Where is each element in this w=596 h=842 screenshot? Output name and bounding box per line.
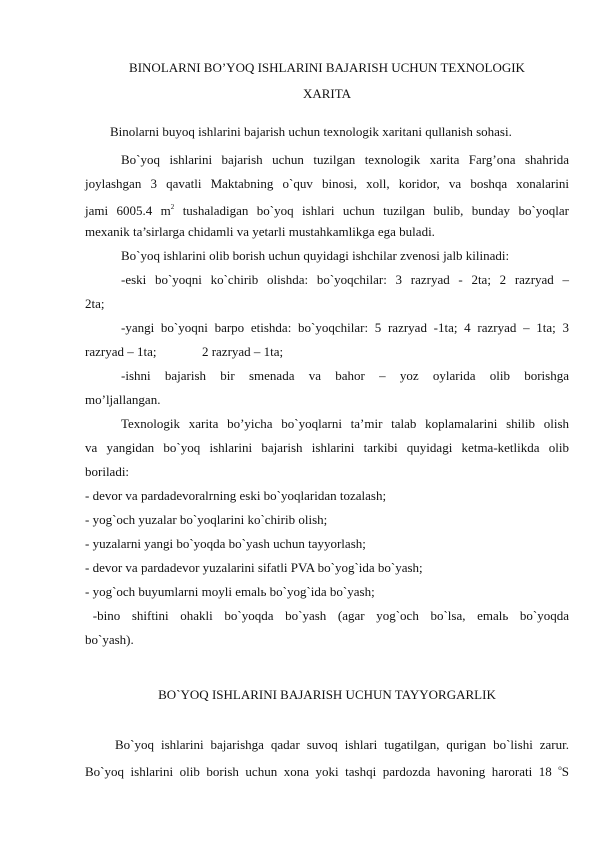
p6-line-2: va yangidan bo`yoq ishlarini bajarish ishlarini tarkibi quyidagi ketma-ketlikda olib [85,440,569,455]
p5-line-2: mo’ljallangan. [85,392,161,407]
list-item-last-line-2: bo`yash). [85,632,134,647]
list-item: - yog`och yuzalar bo`yoqlarini ko`chirib olish; [85,512,328,527]
list-item: - yog`och buyumlarni moyli emalь bo`yog`ida bo`yash; [85,584,375,599]
p6-line-3: boriladi: [85,464,130,479]
p4-line-1: -yangi bo`yoqni barpo etishda: bo`yoqchilar: 5 razryad -1ta; 4 razryad – 1ta; 3 [121,320,569,335]
list-item: - devor va pardadevoralrning eski bo`yoqlaridan tozalash; [85,488,387,503]
paragraph-workers [85,245,569,266]
p1-area: jami 6005.4 m [85,203,171,218]
p7-line-2-text: Bo`yoq ishlarini olib borish uchun xona yoki tashqi pardozda havoning harorati 18 [85,764,559,779]
paragraph-new-paint [85,317,569,362]
p1-line-4: mexanik ta’sirlarga chidamli va yetarli mustahkamlikga ega buladi. [85,224,435,239]
paragraph-preparation [85,734,569,779]
section-title: BO`YOQ ISHLARINI BAJARISH UCHUN TAYYORGARLIK [158,687,496,702]
p7-unit: S [561,764,569,779]
list-item: - yuzalarni yangi bo`yoqda bo`yash uchun tayyorlash; [85,536,366,551]
p5-line-1: -ishni bajarish bir smenada va bahor – yoz oylarida olib borishga [121,368,569,383]
paragraph-sequence [85,413,569,482]
p4-line-2: razryad – 1ta; 2 razryad – 1ta; [85,344,284,359]
work-list [85,485,569,650]
p1-line-3-rest: tushaladigan bo`yoq ishlari uchun tuzilgan bulib, bunday bo`yoqlar [182,203,569,218]
section-heading [85,684,569,705]
degree-superscript: o [558,764,562,772]
paragraph-old-paint [85,269,569,314]
scope-heading [85,121,569,142]
p7-line-1: Bo`yoq ishlarini bajarishga qadar suvoq ishlari tugatilgan, qurigan bo`lishi zarur. [115,737,569,752]
p1-line-3 [85,197,569,218]
p6-line-1: Texnologik xarita bo’yicha bo`yoqlarni ta’mir talab koplamalarini shilib olish [121,416,569,431]
paragraph-schedule [85,365,569,410]
p1-line-2: joylashgan 3 qavatli Maktabning o`quv binosi, xoll, koridor, va boshqa xonalarini [85,176,569,191]
title-line-2: XARITA [302,86,352,101]
p1-line-1: Bo`yoq ishlarini bajarish uchun tuzilgan texnologik xarita Farg’ona shahrida [121,152,569,167]
p3-line-1: -eski bo`yoqni ko`chirib olishda: bo`yoqchilar: 3 razryad - 2ta; 2 razryad – [121,272,569,287]
paragraph-object [85,149,569,242]
p3-line-2: 2ta; [85,296,105,311]
p2-text: Bo`yoq ishlarini olib borish uchun quyidagi ishchilar zvenosi jalb kilinadi: [121,248,510,263]
p7-line-2 [85,758,569,779]
list-item: - devor va pardadevor yuzalarini sifatli PVA bo`yog`ida bo`yash; [85,560,423,575]
list-item-last-line-1: -bino shiftini ohakli bo`yoqda bo`yash (agar yog`och bo`lsa, emalь bo`yoqda [85,608,569,623]
document-title [85,57,569,104]
title-line-1: BINOLARNI BO’YOQ ISHLARINI BAJARISH UCHUN TEXNOLOGIK [129,60,525,75]
p1-area-superscript: 2 [170,203,175,211]
scope-text: Binolarni buyoq ishlarini bajarish uchun texnologik xaritani qullanish sohasi. [110,124,512,139]
